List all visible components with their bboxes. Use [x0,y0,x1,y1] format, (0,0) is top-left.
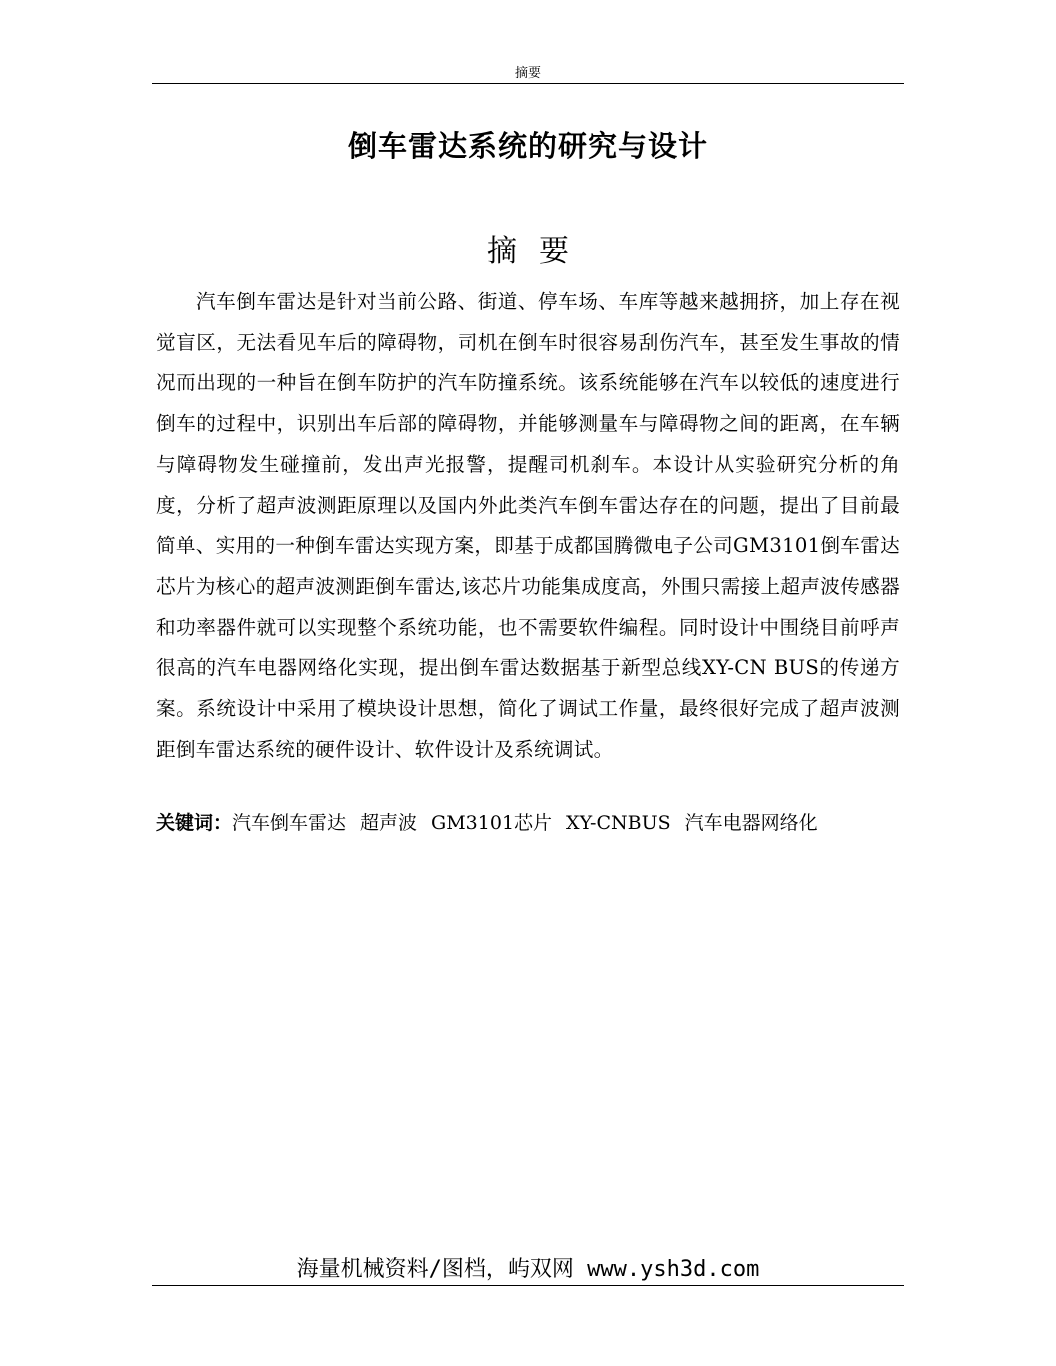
document-title: 倒车雷达系统的研究与设计 [347,129,708,163]
keywords-label: 关键词： [156,812,233,834]
keyword-item: XY-CNBUS [566,812,671,834]
footer-watermark-text: 海量机械资料/图档，屿双网 www.ysh3d.com [296,1257,760,1282]
keyword-item: 汽车倒车雷达 [232,812,347,834]
running-header: 摘要 [514,66,541,81]
abstract-heading: 摘要 [487,234,591,269]
keyword-item: 超声波 [360,812,418,834]
keyword-item: 汽车电器网络化 [684,812,818,834]
abstract-body: 汽车倒车雷达是针对当前公路、街道、停车场、车库等越来越拥挤，加上存在视觉盲区，无法看见车后的障碍物，司机在倒车时很容易刮伤汽车，甚至发生事故的情况而出现的一种旨在倒车防护的汽车防撞系统。该系统能够在汽车以较低的速度进行倒车的过程中，识别出车后部的障碍物，并能够测量车与障碍物之间的距离，在车辆与障碍物发生碰撞前，发出声光报警，提醒司机刹车。本设计从实验研究分析的角度，分析了超声波测距原理以及国内外此类汽车倒车雷达存在的问题，提出了目前最简单、实用的一种倒车雷达实现方案，即基于成都国腾微电子公司GM3101倒车雷达芯片为核心的超声波测距倒车雷达,该芯片功能集成度高，外围只需接上超声波传感器和功率器件就可以实现整个系统功能，也不需要软件编程。同时设计中围绕目前呼声很高的汽车电器网络化实现，提出倒车雷达数据基于新型总线XY-CN BUS的传递方案。系统设计中采用了模块设计思想，简化了调试工作量，最终很好完成了超声波测距倒车雷达系统的硬件设计、软件设计及系统调试。 [156,290,900,761]
keyword-item: GM3101芯片 [431,812,553,834]
keywords-line [156,806,900,840]
footer-rule [152,1285,904,1286]
header-rule [152,83,904,84]
